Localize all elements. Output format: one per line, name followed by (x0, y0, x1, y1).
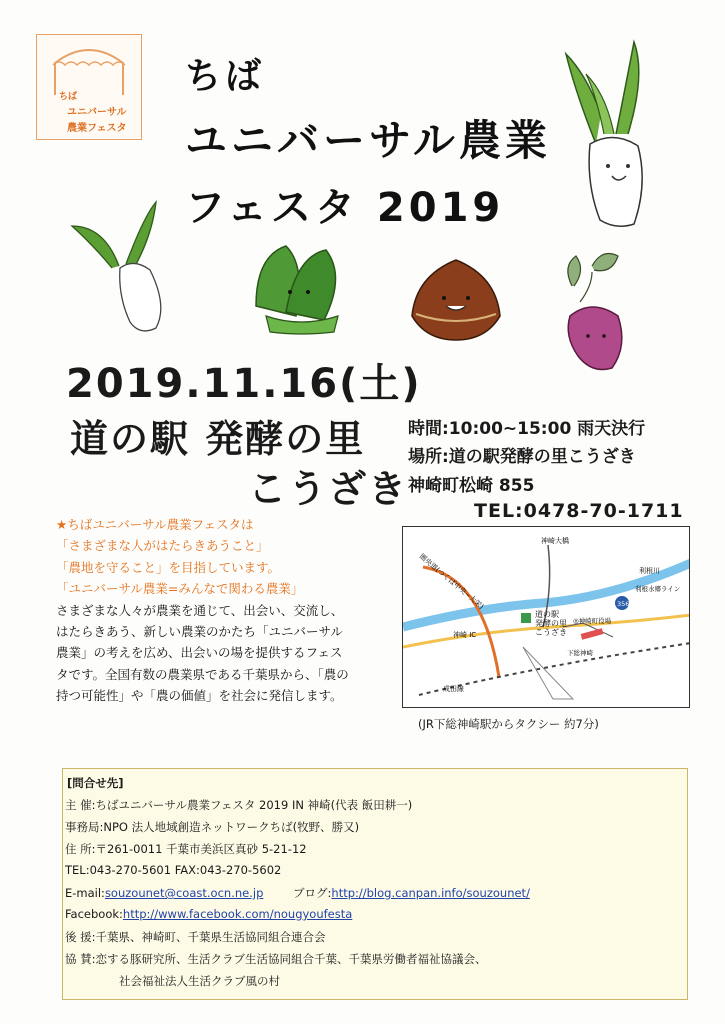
contact-office: 事務局:NPO 法人地域創造ネットワークちば(牧野、勝又) (65, 820, 360, 834)
map-label-tone-line: 利根水郷ライン (635, 585, 681, 593)
event-time: 時間:10:00~15:00 雨天決行 (408, 419, 646, 439)
email-link[interactable]: souzounet@coast.ocn.ne.jp (104, 886, 264, 900)
contact-support: 後 援:千葉県、神崎町、千葉県生活協同組合連合会 (65, 930, 326, 944)
turnip-illustration (64, 196, 174, 336)
map-label-ic: 神崎 IC (453, 631, 477, 639)
contact-facebook-row (65, 907, 352, 921)
event-address: 神崎町松崎 855 (408, 476, 535, 496)
contact-address: 住 所:〒261-0011 千葉市美浜区真砂 5-21-12 (65, 842, 307, 856)
intro-orange-line: 「ユニバーサル農業=みんなで関わる農業」 (56, 581, 304, 597)
map-label-station-line: 道の駅 (535, 610, 559, 619)
event-tel: TEL:0478-70-1711 (474, 500, 684, 522)
contact-email-row (65, 885, 530, 901)
intro-body-line: さまざまな人々が農業を通じて、出会い、交流し、 (56, 602, 344, 618)
access-map (402, 526, 690, 708)
map-label-356: 356 (617, 600, 630, 608)
intro-body-line: 農業」の考えを広め、出会いの場を提供するフェス (56, 645, 343, 661)
title-line1: ちば (185, 56, 266, 97)
intro-orange-line: 「さまざまな人がはたらきあうこと」 (56, 538, 269, 554)
event-date: 2019.11.16(土) (66, 361, 422, 407)
intro-orange-line: 「農地を守ること」を目指しています。 (56, 559, 281, 575)
intro-body-line: はたらきあう、新しい農業のかたち「ユニバーサル (56, 624, 343, 640)
contact-telfax: TEL:043-270-5601 FAX:043-270-5602 (65, 863, 282, 877)
facebook-label: Facebook: (65, 907, 123, 921)
map-label-station-line: こうざき (535, 628, 567, 637)
daikon-radish-illustration (556, 34, 676, 234)
blog-link[interactable]: http://blog.canpan.info/souzounet/ (331, 886, 530, 900)
venue-line2: こうざき (248, 467, 409, 511)
map-label-ohashi: 神崎大橋 (541, 537, 569, 545)
map-label-route: 圏央道(つくば中央~大栄) (417, 552, 486, 611)
map-label-shimousa: 下総神崎 (567, 649, 593, 657)
intro-text (56, 514, 406, 707)
logo-line3: 農業フェスタ (67, 123, 127, 134)
contact-sponsor-line1: 協 賛:恋する豚研究所、生活クラブ生活協同組合千葉、千葉県労働者福祉協議会、 (65, 952, 487, 966)
intro-body-line: 持つ可能性」や「農の価値」を社会に発信します。 (56, 688, 343, 704)
facebook-link[interactable]: http://www.facebook.com/nougyoufesta (122, 907, 353, 921)
map-drawing (403, 527, 690, 708)
map-label-station (535, 609, 567, 637)
event-place: 場所:道の駅発酵の里こうざき (408, 447, 636, 467)
intro-body-line: タです。全国有数の農業県である千葉県から、「農の (56, 666, 349, 682)
logo-line2: ユニバーサル (67, 107, 127, 118)
map-label-town-office: ◎神崎町役場 (573, 617, 612, 625)
chestnut-illustration (406, 256, 506, 342)
contact-sponsor-line2: 社会福祉法人生活クラブ風の村 (119, 974, 280, 988)
title-line2: ユニバーサル農業 (185, 116, 551, 165)
map-label-narita: 成田線 (443, 685, 464, 693)
venue-line1: 道の駅 発酵の里 (70, 417, 366, 461)
spinach-illustration (246, 236, 356, 336)
contact-organizer: 主 催:ちばユニバーサル農業フェスタ 2019 IN 神崎(代表 飯田耕一) (65, 798, 413, 812)
email-label: E-mail: (65, 886, 105, 900)
sweet-potato-illustration (552, 246, 632, 376)
map-caption: (JR下総神崎駅からタクシー 約7分) (418, 717, 599, 731)
map-label-tone-river: 利根川 (639, 567, 660, 575)
blog-label: ブログ: (293, 886, 332, 900)
contact-heading: [問合せ先] (67, 776, 124, 790)
map-label-station-line: 発酵の里 (535, 619, 567, 628)
contact-box (62, 768, 688, 1000)
logo-line1: ちば (59, 92, 78, 102)
festa-logo (36, 34, 142, 140)
intro-orange-line: ★ちばユニバーサル農業フェスタは (56, 517, 254, 532)
title-line3: フェスタ 2019 (185, 185, 505, 231)
